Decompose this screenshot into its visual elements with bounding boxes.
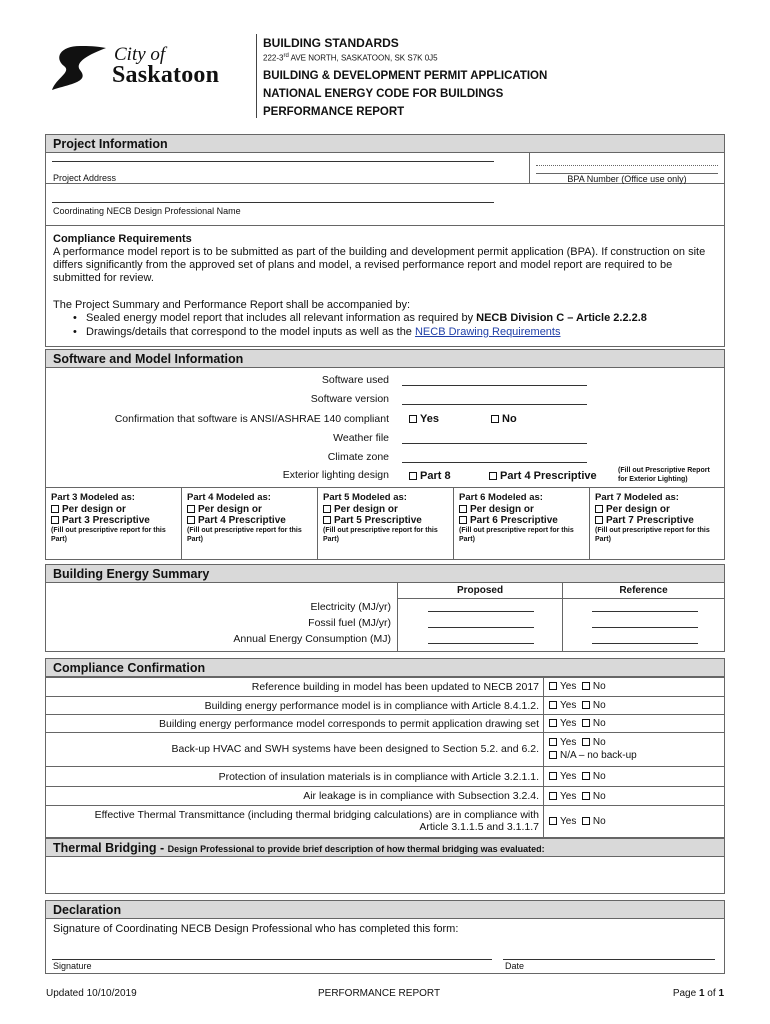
section-title: Software and Model Information (46, 350, 724, 368)
software-used-label: Software used (321, 374, 389, 386)
software-version-label: Software version (310, 393, 389, 405)
row2-no-checkbox[interactable]: No (582, 700, 606, 711)
row1-no-checkbox[interactable]: No (582, 681, 606, 692)
project-address-field[interactable] (52, 161, 494, 162)
footer-updated: Updated 10/10/2019 (46, 988, 137, 999)
part6-options: Part 6 Modeled as: Per design or Part 6 Prescriptive (Fill out prescriptive report for this Part) (459, 492, 587, 544)
compliance-requirements-text: A performance model report is to be submitted as part of the building and development permit application (BPA). If construction on site differs significantly from the approved set of plans and model, a revised performance report and model report are required to be submitted for review. (53, 246, 706, 284)
software-used-field[interactable] (402, 385, 587, 386)
proposed-column-header: Proposed (456, 585, 504, 596)
part4-prescriptive-checkbox[interactable]: Part 4 Prescriptive (187, 515, 315, 526)
row7-no-checkbox[interactable]: No (582, 816, 606, 827)
accompany-text: The Project Summary and Performance Report shall be accompanied by: (53, 299, 411, 311)
weather-file-label: Weather file (333, 432, 389, 444)
row3-yes-checkbox[interactable]: Yes (549, 718, 576, 729)
row5-yes-checkbox[interactable]: Yes (549, 771, 576, 782)
electricity-label: Electricity (MJ/yr) (310, 601, 391, 613)
software-model-section (45, 349, 725, 560)
fossil-fuel-label: Fossil fuel (MJ/yr) (308, 617, 391, 629)
part7-options: Part 7 Modeled as: Per design or Part 7 Prescriptive (Fill out prescriptive report for this Part) (595, 492, 723, 544)
exterior-lighting-label: Exterior lighting design (282, 469, 389, 481)
saskatoon-s-icon (50, 44, 108, 92)
part5-per-design-checkbox[interactable]: Per design or (323, 504, 451, 515)
ext-lighting-part4-checkbox[interactable]: Part 4 Prescriptive (489, 470, 597, 482)
project-information-section (45, 134, 725, 347)
department-title: BUILDING STANDARDS (263, 36, 399, 50)
row2-yes-checkbox[interactable]: Yes (549, 700, 576, 711)
part3-per-design-checkbox[interactable]: Per design or (51, 504, 179, 515)
section-title: Building Energy Summary (46, 565, 724, 583)
compliance-row-6: Air leakage is in compliance with Subsection 3.2.4. Yes No (46, 786, 724, 805)
software-version-field[interactable] (402, 404, 587, 405)
part6-prescriptive-checkbox[interactable]: Part 6 Prescriptive (459, 515, 587, 526)
department-address: 222-3rd AVE NORTH, SASKATOON, SK S7K 0J5 (263, 53, 438, 63)
row6-yes-checkbox[interactable]: Yes (549, 791, 576, 802)
part5-prescriptive-checkbox[interactable]: Part 5 Prescriptive (323, 515, 451, 526)
annual-energy-label: Annual Energy Consumption (MJ) (233, 633, 391, 645)
section-title: Declaration (46, 901, 724, 919)
row1-yes-checkbox[interactable]: Yes (549, 681, 576, 692)
part5-options: Part 5 Modeled as: Per design or Part 5 Prescriptive (Fill out prescriptive report for this Part) (323, 492, 451, 544)
reference-column-header: Reference (619, 585, 668, 596)
annual-proposed-field[interactable] (428, 643, 534, 644)
part6-per-design-checkbox[interactable]: Per design or (459, 504, 587, 515)
design-professional-label: Coordinating NECB Design Professional Name (53, 206, 241, 216)
date-field[interactable] (503, 959, 715, 960)
signature-field[interactable] (52, 959, 492, 960)
compliance-row-2: Building energy performance model is in compliance with Article 8.4.1.2. Yes No (46, 696, 724, 714)
ashrae-yes-checkbox[interactable]: Yes (409, 413, 439, 425)
row5-no-checkbox[interactable]: No (582, 771, 606, 782)
bpa-number-field[interactable] (536, 165, 718, 166)
date-label: Date (505, 961, 525, 971)
compliance-row-5: Protection of insulation materials is in compliance with Article 3.2.1.1. Yes No (46, 766, 724, 786)
row6-no-checkbox[interactable]: No (582, 791, 606, 802)
row7-yes-checkbox[interactable]: Yes (549, 816, 576, 827)
ashrae-no-checkbox[interactable]: No (491, 413, 517, 425)
compliance-row-4: Back-up HVAC and SWH systems have been designed to Section 5.2. and 6.2. Yes No N/A – no back-up (46, 732, 724, 766)
project-address-label: Project Address (53, 173, 117, 183)
electricity-reference-field[interactable] (592, 611, 698, 612)
footer-page-number: Page 1 of 1 (672, 988, 724, 999)
design-professional-name-field[interactable] (52, 202, 494, 203)
thermal-bridging-description-field[interactable] (46, 858, 724, 894)
row4-na-checkbox[interactable]: N/A – no back-up (549, 749, 637, 762)
annual-reference-field[interactable] (592, 643, 698, 644)
compliance-row-1: Reference building in model has been updated to NECB 2017 Yes No (46, 677, 724, 696)
section-title: Compliance Confirmation (46, 659, 724, 677)
declaration-text: Signature of Coordinating NECB Design Professional who has completed this form: (53, 923, 459, 935)
bullet-drawings: • Drawings/details that correspond to the model inputs as well as the NECB Drawing Requirements (73, 326, 561, 338)
fossil-proposed-field[interactable] (428, 627, 534, 628)
thermal-bridging-section (45, 838, 725, 894)
part3-options: Part 3 Modeled as: Per design or Part 3 Prescriptive (Fill out prescriptive report for this Part) (51, 492, 179, 544)
compliance-row-7: Effective Thermal Transmittance (including thermal bridging calculations) are in compliance with Article 3.1.1.5 and 3.1.1.7 Yes No (46, 805, 724, 838)
necb-drawing-requirements-link[interactable]: NECB Drawing Requirements (414, 326, 561, 338)
compliance-row-3: Building energy performance model corresponds to permit application drawing set Yes No (46, 714, 724, 732)
bullet-sealed-report: • Sealed energy model report that includes all relevant information as required by NECB Division C – Article 2.2.2.8 (73, 312, 647, 324)
form-title: BUILDING & DEVELOPMENT PERMIT APPLICATION NATIONAL ENERGY CODE FOR BUILDINGS PERFORMANCE REPORT (263, 70, 548, 118)
part7-per-design-checkbox[interactable]: Per design or (595, 504, 723, 515)
climate-zone-label: Climate zone (327, 451, 389, 463)
logo-name-text: Saskatoon (112, 62, 220, 88)
row4-yes-checkbox[interactable]: Yes (549, 737, 576, 748)
part3-prescriptive-checkbox[interactable]: Part 3 Prescriptive (51, 515, 179, 526)
building-energy-summary-section (45, 564, 725, 652)
ashrae-compliance-label: Confirmation that software is ANSI/ASHRAE 140 compliant (114, 413, 389, 425)
row4-no-checkbox[interactable]: No (582, 737, 606, 748)
signature-label: Signature (53, 961, 92, 971)
climate-zone-field[interactable] (402, 462, 587, 463)
compliance-confirmation-section (45, 658, 725, 838)
footer-title: PERFORMANCE REPORT (318, 988, 441, 999)
section-title: Thermal Bridging - Design Professional to provide brief description of how thermal bridging was evaluated: (46, 839, 724, 857)
bpa-number-label: BPA Number (Office use only) (536, 173, 718, 184)
electricity-proposed-field[interactable] (428, 611, 534, 612)
part7-prescriptive-checkbox[interactable]: Part 7 Prescriptive (595, 515, 723, 526)
row3-no-checkbox[interactable]: No (582, 718, 606, 729)
declaration-section (45, 900, 725, 974)
weather-file-field[interactable] (402, 443, 587, 444)
compliance-requirements-heading: Compliance Requirements (53, 233, 192, 245)
header-divider (256, 34, 257, 118)
part4-per-design-checkbox[interactable]: Per design or (187, 504, 315, 515)
ext-lighting-part8-checkbox[interactable]: Part 8 (409, 470, 451, 482)
ext-lighting-note: (Fill out Prescriptive Report for Exterior Lighting) (618, 467, 710, 483)
city-logo (50, 44, 240, 94)
part4-options: Part 4 Modeled as: Per design or Part 4 Prescriptive (Fill out prescriptive report for this Part) (187, 492, 315, 544)
section-title: Project Information (46, 135, 724, 153)
fossil-reference-field[interactable] (592, 627, 698, 628)
logo-city-text: City of (114, 44, 166, 65)
